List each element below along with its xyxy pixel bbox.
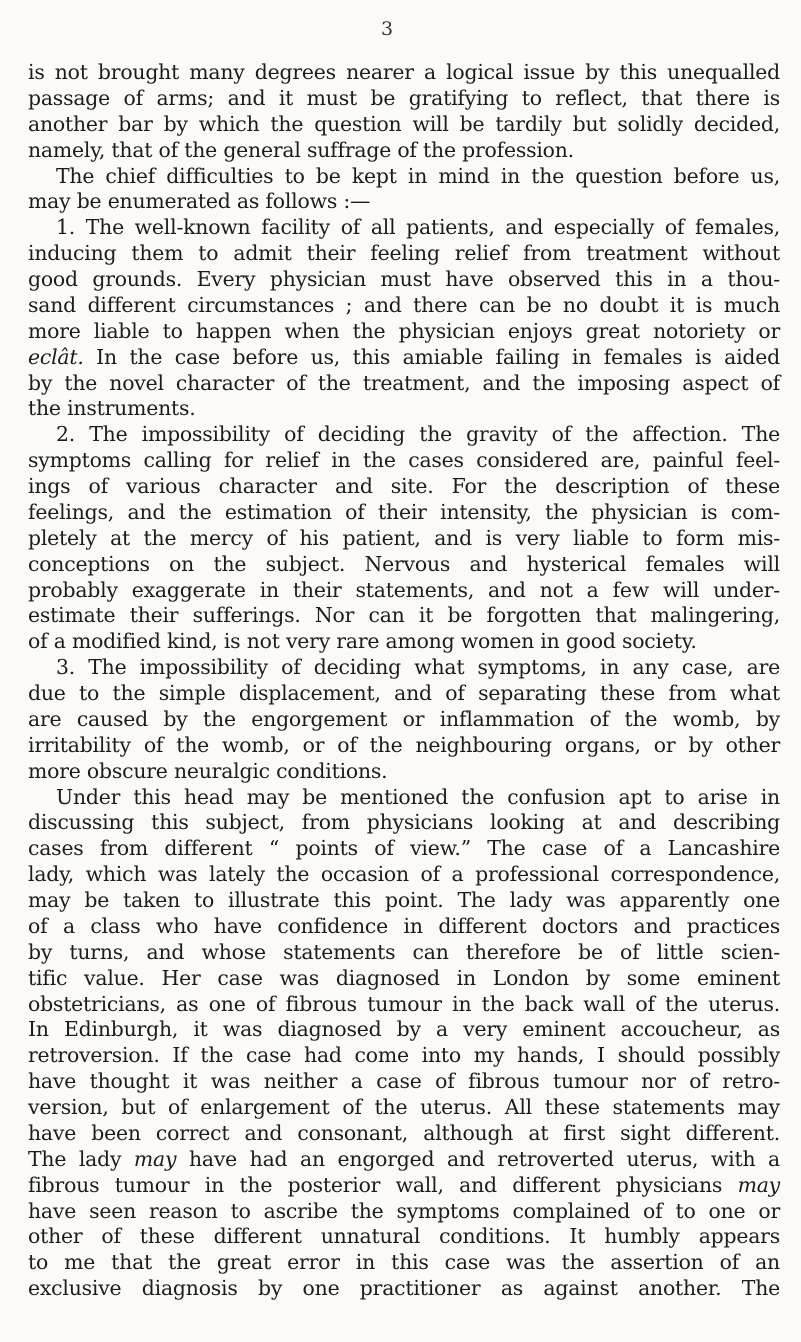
text-line: of a modified kind, is not very rare among women in good society. — [28, 629, 697, 654]
text-line: ings of various character and site. For the description of these — [28, 474, 780, 498]
text-line: namely, that of the general suffrage of the profession. — [28, 137, 574, 162]
text-line: by the novel character of the treatment, and the imposing aspect of — [28, 370, 780, 395]
text-line: more obscure neuralgic conditions. — [28, 758, 388, 783]
text-line: have been correct and consonant, although at first sight different. — [28, 1120, 780, 1145]
text-line: Under this head may be mentioned the confusion apt to arise in — [56, 784, 780, 809]
text-line: retroversion. If the case had come into my hands, I should possibly — [28, 1043, 780, 1068]
text-line: due to the simple displacement, and of separating these from what — [28, 681, 780, 705]
text-line: of a class who have confidence in different doctors and practices — [28, 913, 780, 938]
text-line: cases from different “ points of view.” The case of a Lancashire — [28, 836, 780, 861]
text-line: feelings, and the estimation of their intensity, the physician is com- — [28, 499, 780, 524]
text-line: good grounds. Every physician must have observed this in a thou- — [28, 267, 780, 291]
text-line: by turns, and whose statements can therefore be of little scien- — [28, 939, 780, 964]
text-line: are caused by the engorgement or inflammation of the womb, by — [28, 706, 780, 731]
text-line: have seen reason to ascribe the symptoms complained of to one or — [28, 1198, 780, 1223]
text-line: the instruments. — [28, 396, 196, 421]
text-line: inducing them to admit their feeling relief from treatment without — [28, 241, 780, 266]
text-line: irritability of the womb, or of the neighbouring organs, or by other — [28, 732, 780, 757]
text-line: 2. The impossibility of deciding the gravity of the affection. The — [56, 422, 780, 447]
text-line: exclusive diagnosis by one practitioner as against another. The — [28, 1276, 780, 1301]
text-line: fibrous tumour in the posterior wall, and different physicians may — [28, 1172, 780, 1197]
text-line: pletely at the mercy of his patient, and is very liable to form mis- — [28, 525, 780, 550]
text-line: In Edinburgh, it was diagnosed by a very eminent accoucheur, as — [28, 1017, 780, 1042]
text-line: The lady may have had an engorged and retroverted uterus, with a — [28, 1146, 780, 1171]
text-line: 3. The impossibility of deciding what symptoms, in any case, are — [56, 655, 780, 680]
body-text — [28, 60, 780, 1302]
text-line: 1. The well-known facility of all patients, and especially of females, — [56, 215, 780, 240]
text-line: eclât. In the case before us, this amiable failing in females is aided — [28, 344, 780, 369]
text-line: tific value. Her case was diagnosed in London by some eminent — [28, 965, 780, 990]
text-line: have thought it was neither a case of fibrous tumour nor of retro- — [28, 1069, 780, 1094]
text-line: sand different circumstances ; and there can be no doubt it is much — [28, 292, 780, 317]
page-number: 3 — [381, 18, 394, 40]
text-line: another bar by which the question will be tardily but solidly decided, — [28, 111, 780, 136]
text-line: to me that the great error in this case was the assertion of an — [28, 1250, 780, 1275]
text-line: discussing this subject, from physicians looking at and describing — [28, 810, 780, 835]
text-line: lady, which was lately the occasion of a professional correspondence, — [28, 862, 780, 887]
text-line: may be taken to illustrate this point. The lady was apparently one — [28, 888, 780, 912]
text-line: estimate their sufferings. Nor can it be forgotten that malingering, — [28, 603, 780, 628]
text-line: The chief difficulties to be kept in mind in the question before us, — [56, 163, 780, 188]
text-line: version, but of enlargement of the uterus. All these statements may — [28, 1095, 780, 1119]
text-line: more liable to happen when the physician enjoys great notoriety or — [28, 318, 780, 343]
text-line: obstetricians, as one of fibrous tumour in the back wall of the uterus. — [28, 991, 780, 1016]
text-line: passage of arms; and it must be gratifying to reflect, that there is — [28, 85, 780, 110]
text-line: may be enumerated as follows :— — [28, 189, 371, 214]
text-line: is not brought many degrees nearer a logical issue by this unequalled — [28, 60, 780, 84]
text-line: probably exaggerate in their statements, and not a few will under- — [28, 577, 780, 602]
text-line: symptoms calling for relief in the cases considered are, painful feel- — [28, 448, 780, 473]
text-line: conceptions on the subject. Nervous and hysterical females will — [28, 551, 780, 576]
text-line: other of these different unnatural conditions. It humbly appears — [28, 1224, 780, 1249]
